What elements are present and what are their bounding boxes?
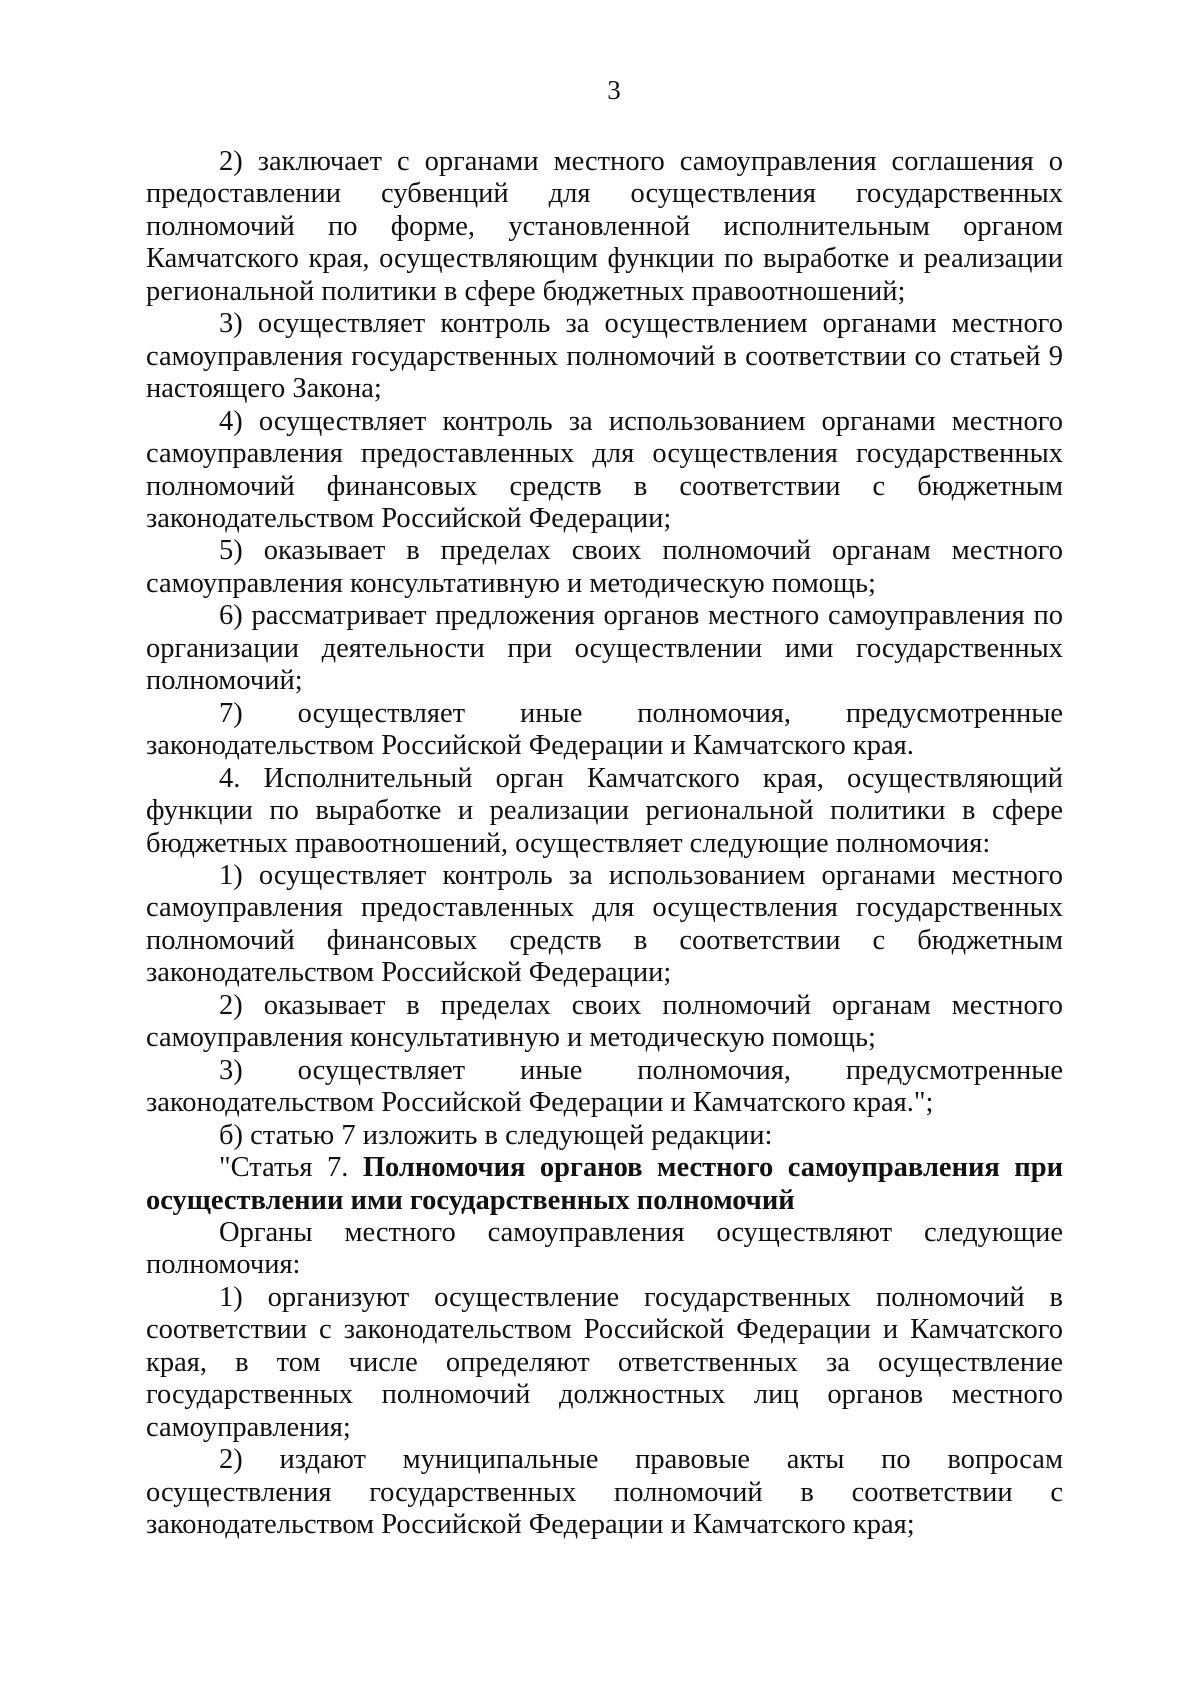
paragraph-item-2: 2) заключает с органами местного самоуправления соглашения о предоставлении субвенций для осуществления государственных полномочий по форме, установленной исполнительным органом Камчатского края, осуществляющим функции по выработке и реализации региональной политики в сфере бюджетных правоотношений;	[146, 146, 1063, 307]
paragraph-item-6: 6) рассматривает предложения органов местного самоуправления по организации деятельности при осуществлении ими государственных полномочий;	[146, 600, 1063, 697]
paragraph-amendment-b: б) статью 7 изложить в следующей редакции:	[219, 1119, 773, 1151]
paragraph-item-5: 5) оказывает в пределах своих полномочий органам местного самоуправления консультативную и методическую помощь;	[146, 535, 1063, 599]
paragraph-section-4-item-1: 1) осуществляет контроль за использованием органами местного самоуправления предоставленных для осуществления государственных полномочий финансовых средств в соответствии с бюджетным законодательством Российской Федерации;	[146, 859, 1063, 989]
paragraph-item-4: 4) осуществляет контроль за использованием органами местного самоуправления предоставленных для осуществления государственных полномочий финансовых средств в соответствии с бюджетным законодательством Российской Федерации;	[146, 405, 1063, 534]
document-body	[146, 146, 1063, 1541]
paragraph-section-4-item-3: 3) осуществляет иные полномочия, предусмотренные законодательством Российской Федерации и Камчатского края.";	[146, 1054, 1063, 1119]
paragraph-item-3: 3) осуществляет контроль за осуществлением органами местного самоуправления государственных полномочий в соответствии со статьей 9 настоящего Закона;	[146, 308, 1063, 405]
article-7-intro: Органы местного самоуправления осуществляют следующие полномочия:	[146, 1216, 1063, 1281]
article-7-title: Полномочия органов местного самоуправления при осуществлении ими государственных полномочий	[146, 1152, 1063, 1216]
paragraph-item-7: 7) осуществляет иные полномочия, предусмотренные законодательством Российской Федерации и Камчатского края.	[146, 697, 1063, 762]
page-number: 3	[607, 75, 621, 105]
paragraph-section-4-item-2: 2) оказывает в пределах своих полномочий органам местного самоуправления консультативную и методическую помощь;	[146, 989, 1063, 1054]
article-7-heading	[146, 1152, 1063, 1217]
article-7-item-1: 1) организуют осуществление государственных полномочий в соответствии с законодательством Российской Федерации и Камчатского края, в том числе определяют ответственных за осуществление государственных полномочий должностных лиц органов местного самоуправления;	[146, 1281, 1063, 1443]
article-7-item-2: 2) издают муниципальные правовые акты по вопросам осуществления государственных полномочий в соответствии с законодательством Российской Федерации и Камчатского края;	[146, 1444, 1063, 1541]
article-7-prefix: "Статья 7.	[219, 1152, 363, 1184]
paragraph-section-4: 4. Исполнительный орган Камчатского края, осуществляющий функции по выработке и реализации региональной политики в сфере бюджетных правоотношений, осуществляет следующие полномочия:	[146, 762, 1063, 859]
